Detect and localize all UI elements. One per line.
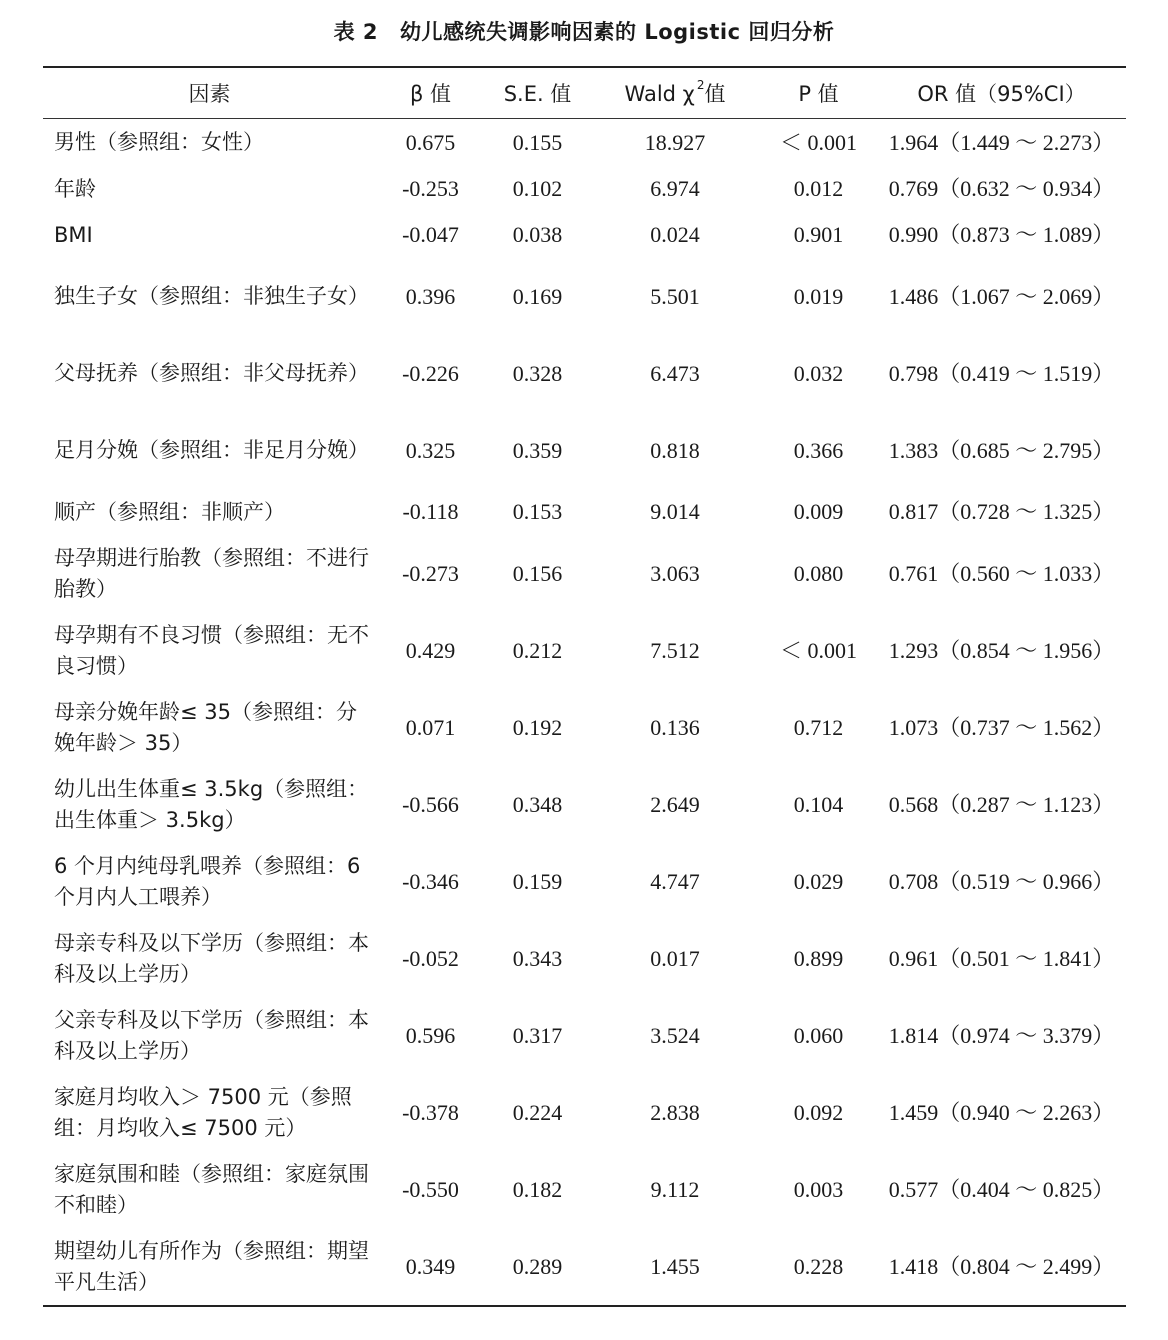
cell-se: 0.156 <box>512 560 563 586</box>
cell-factor: 母孕期进行胎教（参照组：不进行胎教） <box>54 545 369 601</box>
cell-or: 1.459（0.940 ～ 2.263） <box>888 1099 1115 1125</box>
cell-se: 0.182 <box>512 1176 563 1202</box>
cell-or: 0.761（0.560 ～ 1.033） <box>888 560 1115 586</box>
cell-se: 0.317 <box>512 1022 563 1048</box>
cell-p: 0.060 <box>793 1022 844 1048</box>
cell-wald: 9.014 <box>650 499 700 524</box>
table-row <box>43 766 1126 843</box>
cell-wald: 2.649 <box>650 791 700 817</box>
table-row <box>43 612 1126 689</box>
cell-or: 1.293（0.854 ～ 1.956） <box>888 637 1115 663</box>
cell-factor: 母亲分娩年龄≤ 35（参照组：分娩年龄＞ 35） <box>54 699 357 755</box>
table-row <box>43 689 1126 766</box>
regression-table <box>43 66 1126 1307</box>
cell-p: 0.012 <box>793 176 844 201</box>
cell-factor: 男性（参照组：女性） <box>54 130 264 154</box>
cell-or: 1.073（0.737 ～ 1.562） <box>888 714 1115 740</box>
cell-se: 0.328 <box>512 360 563 386</box>
table-row <box>43 166 1126 212</box>
header-factor: 因素 <box>188 82 231 106</box>
cell-p: 0.712 <box>793 714 844 740</box>
cell-p: 0.032 <box>793 360 844 386</box>
cell-factor: 年龄 <box>54 176 96 201</box>
cell-or: 1.418（0.804 ～ 2.499） <box>888 1253 1115 1279</box>
table-row <box>43 1228 1126 1306</box>
cell-wald: 9.112 <box>650 1176 700 1202</box>
cell-beta: -0.052 <box>402 945 459 971</box>
cell-wald: 3.063 <box>650 560 700 586</box>
cell-wald: 18.927 <box>644 129 706 155</box>
table-row <box>43 920 1126 997</box>
cell-wald: 5.501 <box>650 283 700 309</box>
cell-se: 0.359 <box>512 437 563 463</box>
cell-p: 0.092 <box>793 1099 844 1125</box>
cell-wald: 4.747 <box>650 868 700 894</box>
cell-factor: 幼儿出生体重≤ 3.5kg（参照组：出生体重＞ 3.5kg） <box>54 776 369 832</box>
cell-p: 0.009 <box>793 499 844 524</box>
cell-beta: -0.273 <box>402 560 459 586</box>
cell-p: 0.019 <box>793 283 844 309</box>
cell-p: 0.003 <box>793 1176 844 1202</box>
table-container <box>43 66 1126 1307</box>
cell-beta: 0.596 <box>405 1022 456 1048</box>
table-row <box>43 1151 1126 1228</box>
cell-factor: 母亲专科及以下学历（参照组：本科及以上学历） <box>54 930 369 986</box>
cell-wald: 7.512 <box>650 637 700 663</box>
cell-p: 0.899 <box>793 945 844 971</box>
cell-or: 1.964（1.449 ～ 2.273） <box>888 129 1115 155</box>
cell-factor: 母孕期有不良习惯（参照组：无不良习惯） <box>54 622 369 678</box>
cell-factor: 独生子女（参照组：非独生子女） <box>54 284 369 308</box>
cell-or: 0.708（0.519 ～ 0.966） <box>888 868 1115 894</box>
cell-factor: 顺产（参照组：非顺产） <box>54 499 285 524</box>
cell-beta: -0.346 <box>402 868 459 894</box>
table-body <box>43 119 1126 1307</box>
header-se: S.E. 值 <box>503 82 572 106</box>
cell-factor: 父母抚养（参照组：非父母抚养） <box>54 361 369 385</box>
header-row <box>43 67 1126 119</box>
table-row <box>43 489 1126 535</box>
cell-se: 0.224 <box>512 1099 563 1125</box>
cell-p: 0.104 <box>793 791 844 817</box>
cell-se: 0.038 <box>512 222 563 247</box>
cell-factor: BMI <box>54 222 93 247</box>
cell-beta: -0.550 <box>402 1176 459 1202</box>
cell-p: 0.029 <box>793 868 844 894</box>
cell-or: 0.798（0.419 ～ 1.519） <box>888 360 1115 386</box>
cell-se: 0.102 <box>512 176 563 201</box>
cell-factor: 足月分娩（参照组：非足月分娩） <box>54 438 369 462</box>
cell-or: 0.990（0.873 ～ 1.089） <box>888 222 1115 247</box>
cell-se: 0.343 <box>512 945 563 971</box>
cell-factor: 期望幼儿有所作为（参照组：期望平凡生活） <box>54 1238 369 1294</box>
cell-or: 0.769（0.632 ～ 0.934） <box>888 176 1115 201</box>
cell-beta: -0.566 <box>402 791 459 817</box>
cell-or: 1.486（1.067 ～ 2.069） <box>888 283 1115 309</box>
cell-se: 0.169 <box>512 283 563 309</box>
cell-beta: -0.047 <box>402 222 459 247</box>
cell-se: 0.289 <box>512 1253 563 1279</box>
cell-se: 0.153 <box>512 499 563 524</box>
cell-factor: 父亲专科及以下学历（参照组：本科及以上学历） <box>54 1007 369 1063</box>
cell-wald: 3.524 <box>650 1022 700 1048</box>
table-row <box>43 335 1126 412</box>
header-wald-suffix: 值 <box>704 82 726 106</box>
cell-or: 0.961（0.501 ～ 1.841） <box>888 945 1115 971</box>
cell-factor: 家庭氛围和睦（参照组：家庭氛围不和睦） <box>54 1161 369 1217</box>
cell-beta: 0.325 <box>405 437 456 463</box>
cell-beta: -0.378 <box>402 1099 459 1125</box>
table-row <box>43 843 1126 920</box>
cell-se: 0.212 <box>512 637 563 663</box>
header-p: P 值 <box>798 82 839 106</box>
cell-or: 0.817（0.728 ～ 1.325） <box>888 499 1115 524</box>
cell-se: 0.192 <box>512 714 563 740</box>
header-wald <box>590 67 760 119</box>
cell-wald: 0.136 <box>650 714 700 740</box>
cell-se: 0.155 <box>512 129 563 155</box>
cell-beta: -0.226 <box>402 360 459 386</box>
cell-p: 0.228 <box>793 1253 844 1279</box>
cell-beta: 0.349 <box>405 1253 456 1279</box>
table-row <box>43 412 1126 489</box>
table-number: 表 2 <box>333 20 379 44</box>
cell-se: 0.348 <box>512 791 563 817</box>
cell-or: 0.568（0.287 ～ 1.123） <box>888 791 1115 817</box>
cell-beta: 0.675 <box>405 129 456 155</box>
header-wald-prefix: Wald χ <box>624 82 695 106</box>
cell-wald: 0.017 <box>650 945 700 971</box>
cell-wald: 2.838 <box>650 1099 700 1125</box>
cell-beta: -0.253 <box>402 176 459 201</box>
table-title <box>0 14 1168 50</box>
cell-wald: 0.818 <box>650 437 700 463</box>
cell-p: 0.366 <box>793 437 844 463</box>
cell-factor: 6 个月内纯母乳喂养（参照组：6 个月内人工喂养） <box>54 853 361 909</box>
table-caption: 幼儿感统失调影响因素的 Logistic 回归分析 <box>400 20 835 44</box>
header-beta: β 值 <box>409 82 452 106</box>
cell-se: 0.159 <box>512 868 563 894</box>
cell-or: 0.577（0.404 ～ 0.825） <box>888 1176 1115 1202</box>
cell-wald: 6.473 <box>650 360 700 386</box>
cell-wald: 6.974 <box>650 176 700 201</box>
cell-or: 1.814（0.974 ～ 3.379） <box>888 1022 1115 1048</box>
cell-wald: 1.455 <box>650 1253 700 1279</box>
cell-beta: -0.118 <box>402 499 459 524</box>
header-or: OR 值（95%CI） <box>917 82 1086 106</box>
cell-or: 1.383（0.685 ～ 2.795） <box>888 437 1115 463</box>
header-wald-superscript: 2 <box>696 78 705 92</box>
table-row <box>43 1074 1126 1151</box>
cell-p: 0.080 <box>793 560 844 586</box>
table-row <box>43 212 1126 258</box>
cell-beta: 0.071 <box>405 714 456 740</box>
cell-beta: 0.429 <box>405 637 456 663</box>
cell-wald: 0.024 <box>650 222 700 247</box>
table-row <box>43 119 1126 167</box>
cell-factor: 家庭月均收入＞ 7500 元（参照组：月均收入≤ 7500 元） <box>54 1084 352 1140</box>
cell-beta: 0.396 <box>405 283 456 309</box>
cell-p: 0.901 <box>793 222 844 247</box>
table-row <box>43 997 1126 1074</box>
cell-p: ＜ 0.001 <box>779 637 857 663</box>
cell-p: ＜ 0.001 <box>779 129 857 155</box>
table-row <box>43 535 1126 612</box>
table-row <box>43 258 1126 335</box>
